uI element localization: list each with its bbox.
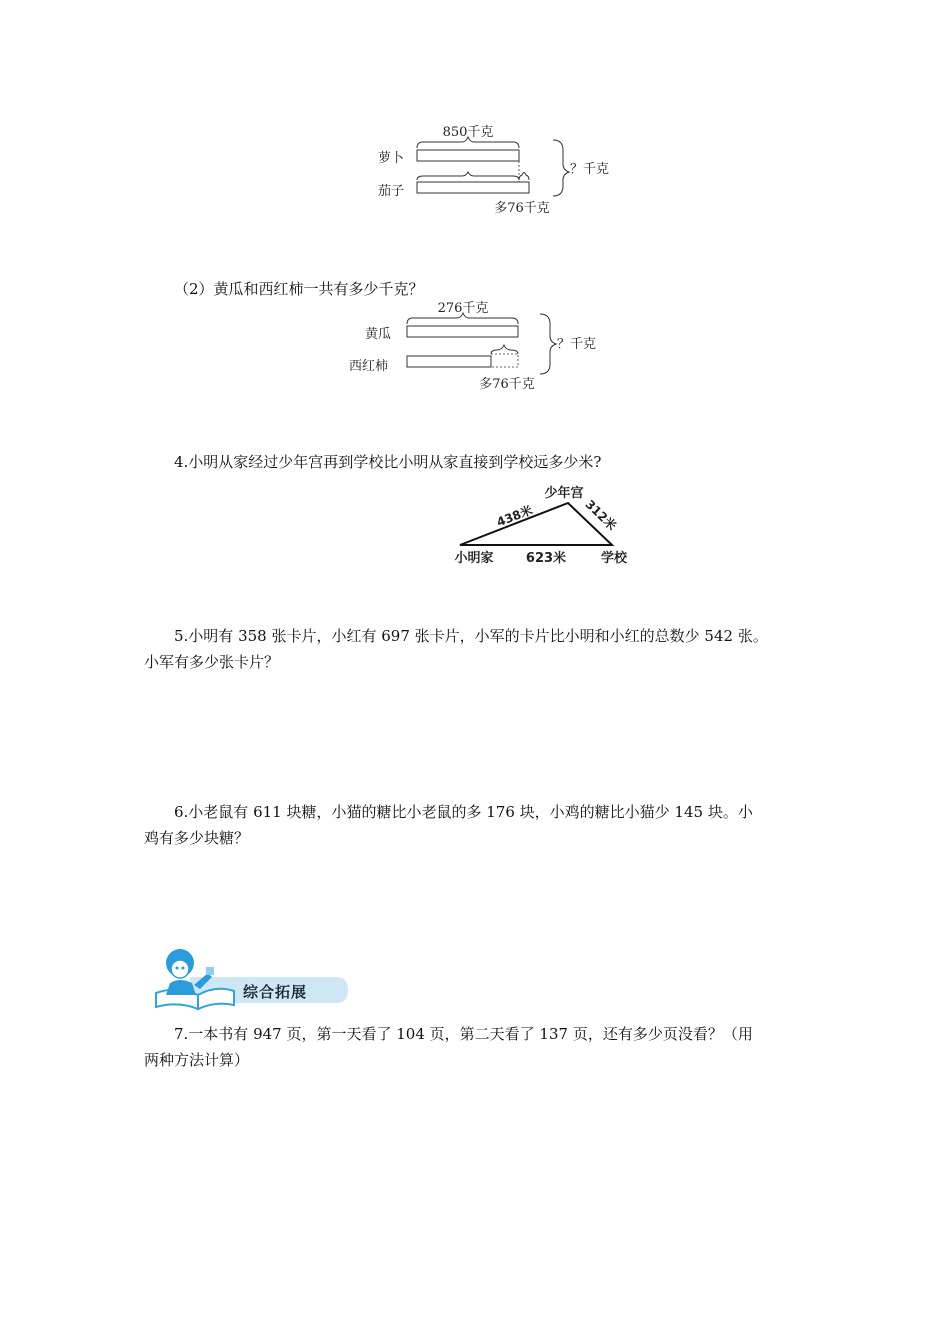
edge-home-school: 623米 [525, 551, 567, 566]
question-7-line-2: 两种方法计算） [144, 1051, 250, 1069]
question-2: （2）黄瓜和西红柿一共有多少千克？ [174, 280, 424, 298]
question-6-line-1: 6.小老鼠有 611 块糖，小猫的糖比小老鼠的多 176 块，小鸡的糖比小猫少 145 块。小 [174, 803, 753, 821]
radish-bar [417, 150, 519, 161]
diagram1-row1-label: 萝卜 [378, 151, 405, 166]
question-4: 4.小明从家经过少年宫再到学校比小明从家直接到学校远多少米? [174, 453, 602, 471]
diagram-radish-eggplant [360, 118, 630, 218]
diagram-cucumber-tomato [345, 296, 615, 396]
diagram1-bottom-label: 多76千克 [494, 201, 550, 216]
triangle-diagram [440, 478, 660, 573]
diagram2-bottom-label: 多76千克 [479, 377, 535, 392]
diagram1-right-label: ？千克 [570, 162, 610, 177]
vertex-school: 学校 [600, 551, 628, 566]
diagram2-row1-label: 黄瓜 [365, 327, 392, 342]
question-5-line-1: 5.小明有 358 张卡片，小红有 697 张卡片，小军的卡片比小明和小红的总数少 542 张。 [174, 627, 768, 645]
diagram2-row2-label: 西红柿 [349, 359, 389, 374]
section-badge [150, 943, 350, 1013]
edge-palace-school: 312米 [582, 497, 619, 534]
question-6-line-2: 鸡有多少块糖？ [144, 829, 250, 847]
edge-home-palace: 438米 [494, 503, 535, 530]
tomato-bar [407, 356, 491, 367]
question-5-line-2: 小军有多少张卡片？ [144, 653, 280, 671]
boy-reading-icon [150, 943, 350, 1013]
diagram1-row2-label: 茄子 [378, 184, 405, 199]
section-title: 综合拓展 [243, 983, 308, 1001]
diagram2-top-label: 276千克 [437, 301, 489, 316]
eggplant-bar [417, 182, 529, 193]
diagram2-right-label: ？千克 [557, 337, 597, 352]
question-7-line-1: 7.一本书有 947 页，第一天看了 104 页，第二天看了 137 页，还有多少页没看？（用 [174, 1025, 753, 1043]
vertex-youth-palace: 少年宫 [544, 486, 584, 501]
vertex-home: 小明家 [454, 551, 494, 566]
cucumber-bar [407, 326, 518, 337]
diagram1-top-label: 850千克 [442, 125, 494, 140]
